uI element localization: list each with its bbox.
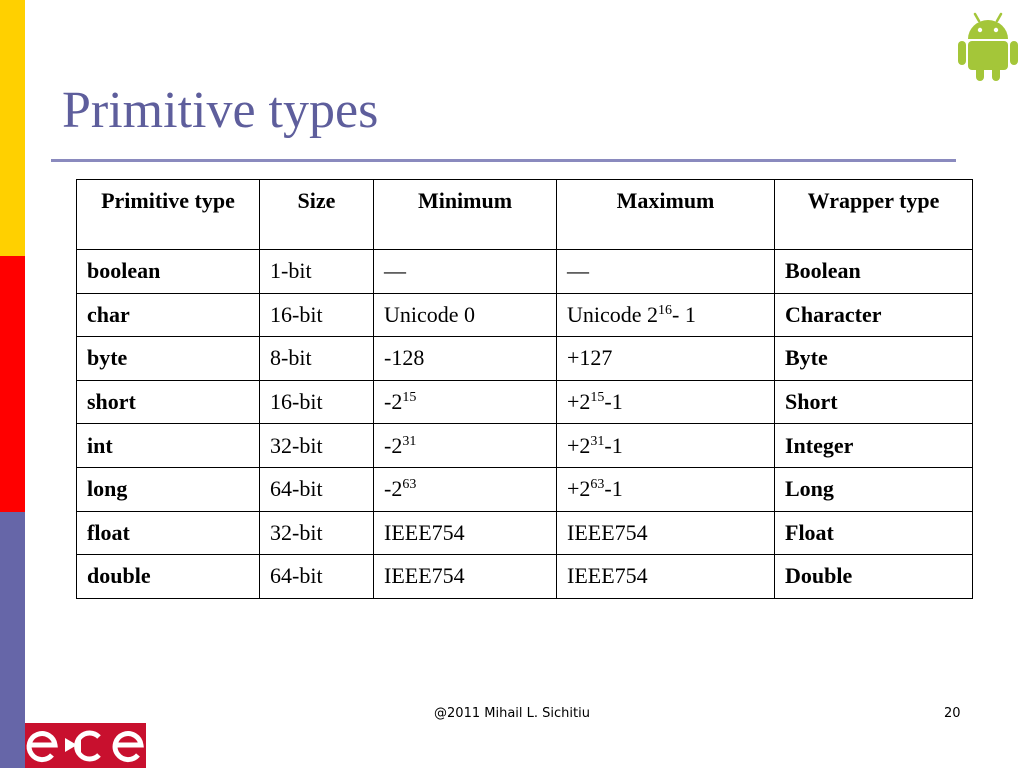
android-robot-icon	[955, 12, 1021, 82]
cell-wrapper: Integer	[775, 424, 973, 468]
cell-size: 16-bit	[260, 380, 374, 424]
cell-type: byte	[77, 337, 260, 381]
cell-max: IEEE754	[557, 511, 775, 555]
table-row	[77, 250, 973, 294]
cell-min: $-2^{31}$	[374, 424, 557, 468]
primitive-types-table	[76, 179, 973, 599]
cell-wrapper: Character	[775, 293, 973, 337]
table-row	[77, 511, 973, 555]
cell-size: 64-bit	[260, 467, 374, 511]
table-row	[77, 293, 973, 337]
header-maximum: Maximum	[557, 180, 775, 250]
cell-size: 64-bit	[260, 555, 374, 599]
cell-type: double	[77, 555, 260, 599]
cell-size: 32-bit	[260, 424, 374, 468]
cell-min: IEEE754	[374, 555, 557, 599]
cell-wrapper: Boolean	[775, 250, 973, 294]
cell-type: short	[77, 380, 260, 424]
header-wrapper-type: Wrapper type	[775, 180, 973, 250]
header-primitive-type: Primitive type	[77, 180, 260, 250]
page-number: 20	[944, 706, 961, 721]
side-stripe-yellow	[0, 0, 25, 256]
table-header-row	[77, 180, 973, 250]
cell-wrapper: Double	[775, 555, 973, 599]
cell-max: +127	[557, 337, 775, 381]
cell-max: Unicode $2^{16}-$ 1	[557, 293, 775, 337]
ece-logo-icon	[25, 723, 146, 768]
table-row	[77, 467, 973, 511]
table-row	[77, 337, 973, 381]
cell-min: IEEE754	[374, 511, 557, 555]
side-stripe-blue	[0, 512, 25, 768]
table-row	[77, 555, 973, 599]
title-underline	[51, 159, 956, 162]
cell-max: $+2^{31}-1$	[557, 424, 775, 468]
cell-type: boolean	[77, 250, 260, 294]
side-stripe-red	[0, 256, 25, 512]
cell-size: 16-bit	[260, 293, 374, 337]
cell-wrapper: Long	[775, 467, 973, 511]
cell-type: float	[77, 511, 260, 555]
cell-wrapper: Float	[775, 511, 973, 555]
cell-max: $+2^{63}-1$	[557, 467, 775, 511]
cell-type: int	[77, 424, 260, 468]
cell-min: $-2^{15}$	[374, 380, 557, 424]
footer-copyright: @2011 Mihail L. Sichitiu	[434, 706, 590, 721]
slide-title: Primitive types	[62, 82, 379, 139]
cell-type: char	[77, 293, 260, 337]
cell-max: IEEE754	[557, 555, 775, 599]
header-minimum: Minimum	[374, 180, 557, 250]
table-row	[77, 380, 973, 424]
cell-min: Unicode 0	[374, 293, 557, 337]
cell-min: -128	[374, 337, 557, 381]
cell-type: long	[77, 467, 260, 511]
cell-wrapper: Short	[775, 380, 973, 424]
cell-max: $+2^{15}-1$	[557, 380, 775, 424]
cell-max: —	[557, 250, 775, 294]
table-row	[77, 424, 973, 468]
cell-min: $-2^{63}$	[374, 467, 557, 511]
cell-size: 8-bit	[260, 337, 374, 381]
cell-wrapper: Byte	[775, 337, 973, 381]
cell-size: 1-bit	[260, 250, 374, 294]
cell-size: 32-bit	[260, 511, 374, 555]
cell-min: —	[374, 250, 557, 294]
header-size: Size	[260, 180, 374, 250]
